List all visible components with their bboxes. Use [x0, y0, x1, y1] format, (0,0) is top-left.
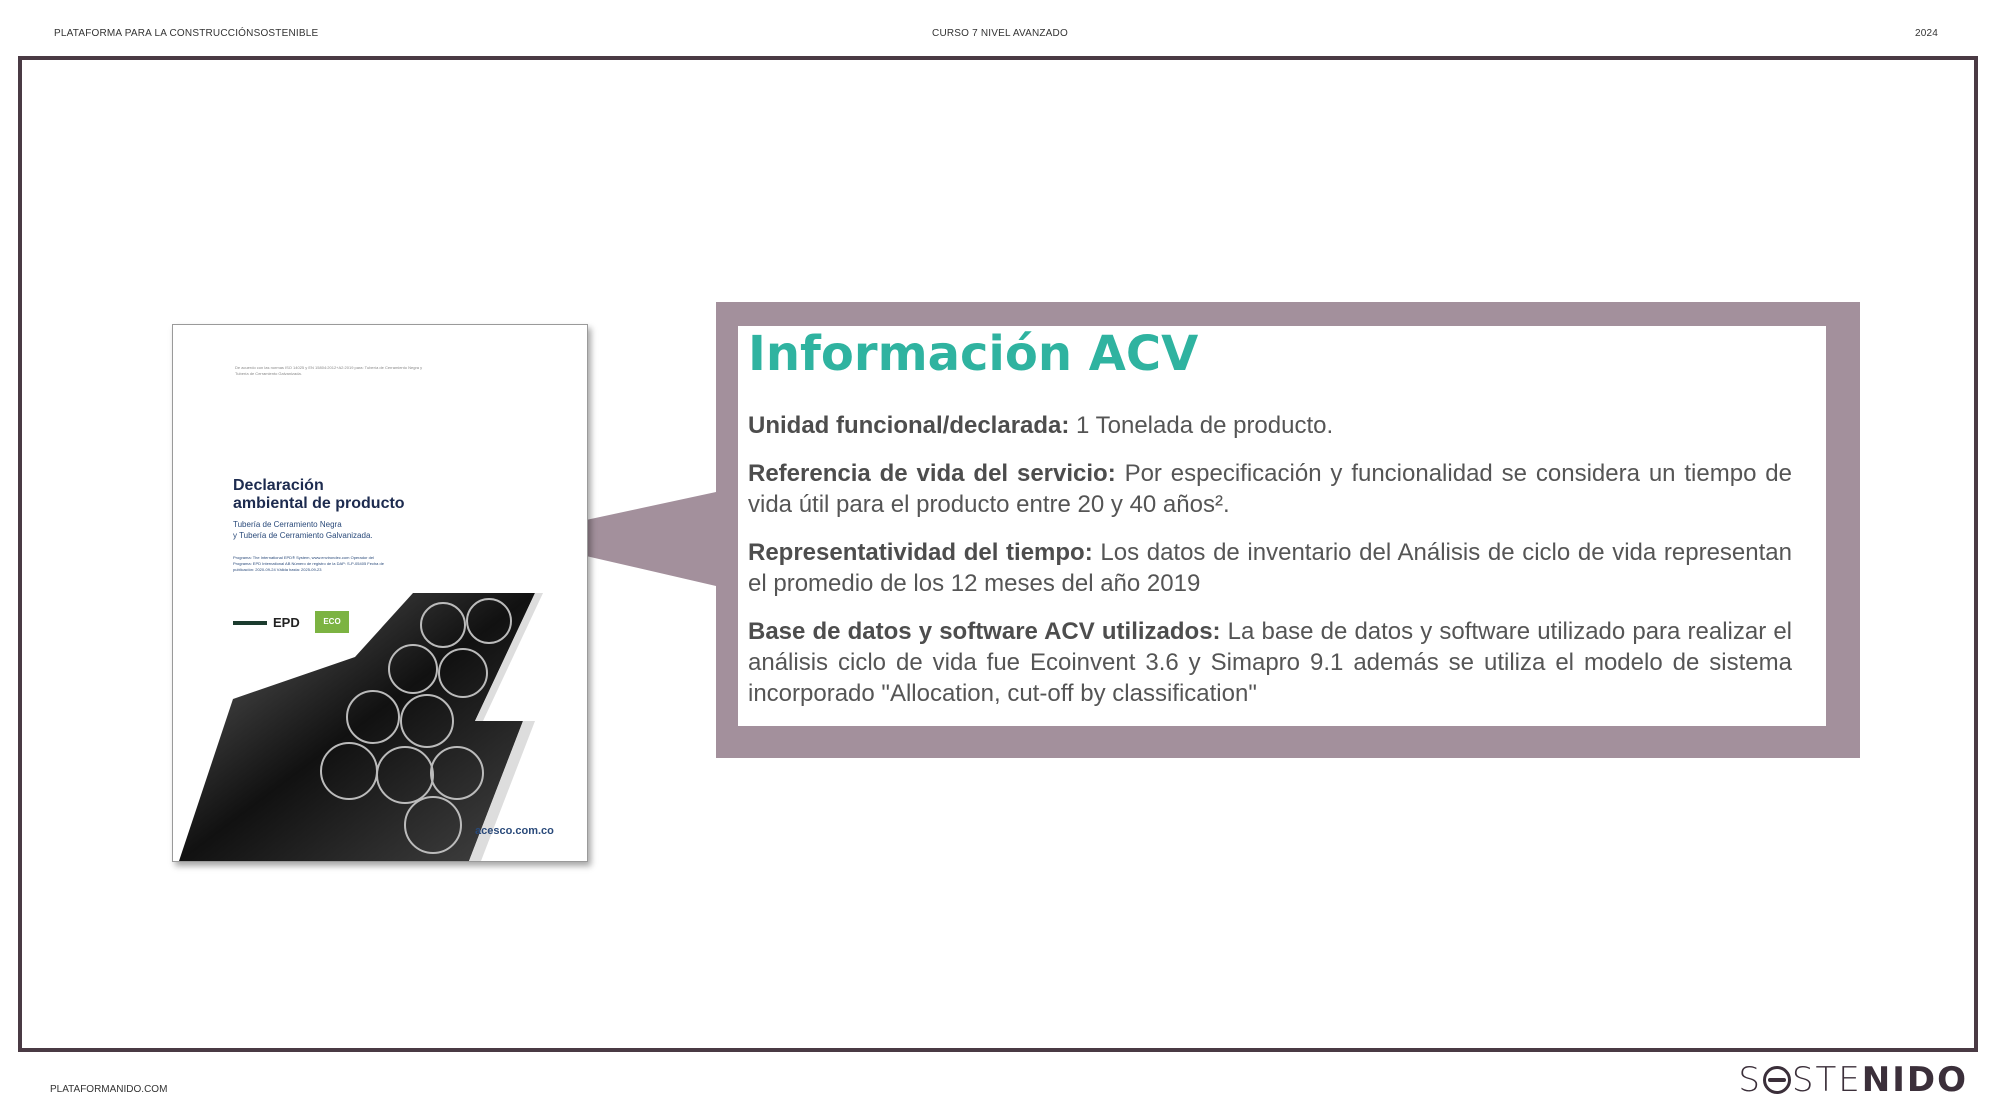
brand-text-part2: STE	[1791, 1060, 1862, 1100]
info-item-text: Los datos de inventario del Análisis de ciclo de vida representan el promedio de los 12 meses del año 2019	[748, 539, 1792, 597]
cover-small-text: De acuerdo con las normas ISO 14025 y EN 15804:2012+A2:2019 para: Tubería de Cerramiento Negra y Tubería de Cerramiento Galvanizada.	[235, 365, 423, 376]
epd-document-cover	[172, 324, 588, 862]
header-center-text: CURSO 7 NIVEL AVANZADO	[932, 28, 1068, 39]
info-item	[748, 410, 1792, 441]
info-body	[748, 410, 1792, 726]
brand-o-icon	[1763, 1066, 1791, 1094]
cover-title-line1: Declaración	[233, 477, 324, 494]
info-item-label: Representatividad del tiempo:	[748, 539, 1093, 566]
info-item-label: Referencia de vida del servicio:	[748, 460, 1116, 487]
info-item-text: 1 Tonelada de producto.	[1069, 412, 1334, 439]
info-title: Información ACV	[748, 326, 1199, 382]
info-item-text: La base de datos y software utilizado para realizar el análisis ciclo de vida fue Ecoinvent 3.6 y Simapro 9.1 además se utiliza el modelo de sistema incorporado "Allocation, cut-off by classification"	[748, 618, 1792, 707]
info-item-label: Unidad funcional/declarada:	[748, 412, 1070, 439]
cover-subtitle	[233, 519, 373, 541]
info-item	[748, 458, 1792, 520]
cover-title-line2: ambiental de producto	[233, 495, 405, 512]
cover-meta: Programa: The International EPD® System, www.environdec.com Operador del Programa: EPD International AB Número de registro de la DAP: S-P-05405 Fecha de publicación: 2020-09-24 Válida hasta: 2025-09-23	[233, 555, 384, 572]
cover-subtitle-line1: Tubería de Cerramiento Negra	[233, 520, 342, 529]
eco-badge: ECO	[315, 611, 349, 633]
info-item	[748, 616, 1792, 709]
info-item-label: Base de datos y software ACV utilizados:	[748, 618, 1221, 645]
brand-text-part1: S	[1738, 1060, 1762, 1100]
cover-subtitle-line2: y Tubería de Cerramiento Galvanizada.	[233, 531, 373, 540]
footer-website: PLATAFORMANIDO.COM	[50, 1084, 168, 1095]
cover-url: acesco.com.co	[475, 825, 554, 837]
epd-logo-bar	[233, 621, 267, 625]
info-item-text: Por especificación y funcionalidad se considera un tiempo de vida útil para el producto entre 20 y 40 años².	[748, 460, 1793, 518]
info-item	[748, 537, 1792, 599]
brand-logo	[1738, 1060, 1968, 1100]
epd-logo: EPD	[273, 615, 300, 630]
brand-text-part3: NIDO	[1861, 1060, 1968, 1100]
header-left-text: PLATAFORMA PARA LA CONSTRUCCIÓNSOSTENIBLE	[54, 28, 319, 39]
header-year: 2024	[1914, 28, 1938, 39]
cover-title	[233, 477, 405, 513]
pipes-illustration	[173, 325, 587, 861]
